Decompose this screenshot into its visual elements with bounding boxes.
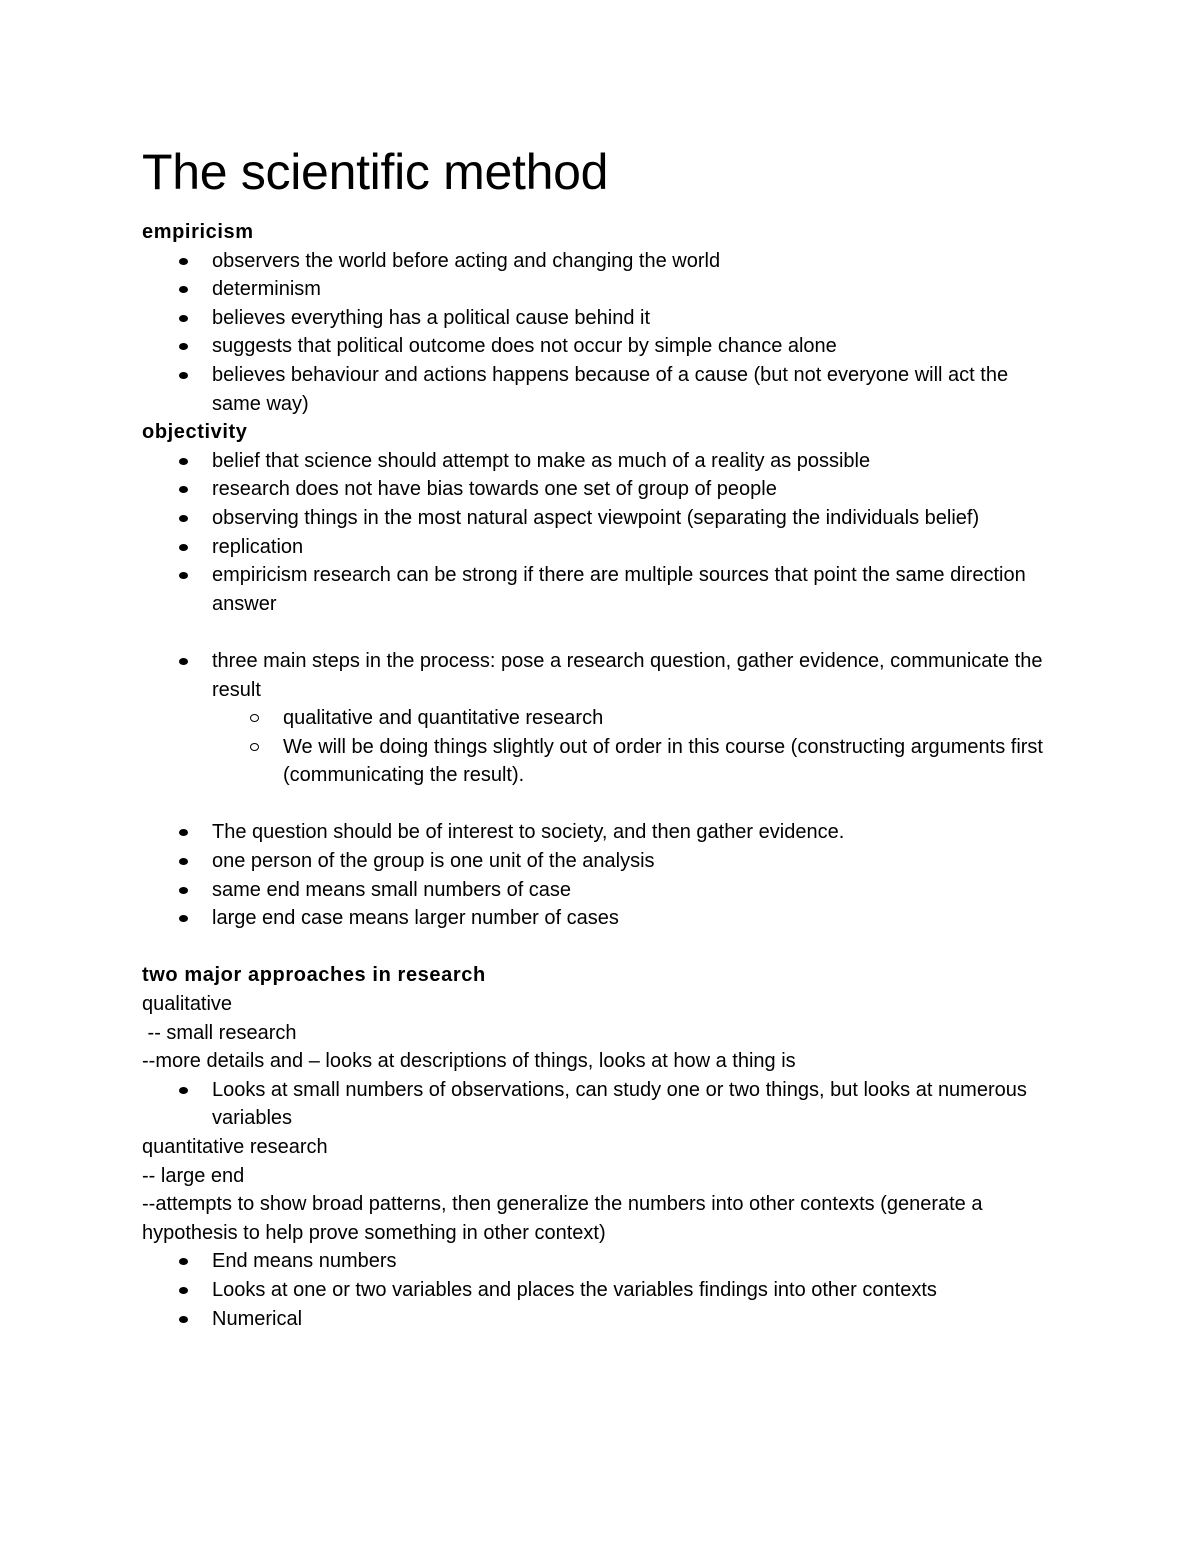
bullet-icon [179,515,188,522]
list-item-text: observers the world before acting and changing the world [212,249,721,272]
bullet-icon [179,286,188,293]
section-heading-objectivity: objectivity [142,421,248,444]
document-page [142,140,1062,1333]
quantitative-label: quantitative research [142,1136,328,1158]
list-item-text: observing things in the most natural aspect viewpoint (separating the individuals belief) [212,506,980,529]
section-heading-empiricism: empiricism [142,221,254,243]
bullet-icon [179,1087,188,1094]
quantitative-list [142,1247,1062,1333]
bullet-icon [179,658,188,665]
steps-list [142,647,1062,790]
list-item [142,1305,1062,1334]
list-item [142,504,1062,533]
list-item [142,1247,1062,1276]
sublist-item [212,704,1062,733]
page-title: The scientific method [142,144,609,200]
list-item [142,876,1062,905]
bullet-icon [179,258,188,265]
list-item [142,447,1062,476]
list-item-text: three main steps in the process: pose a research question, gather evidence, communicate the result [212,649,1043,701]
bullet-icon [179,858,188,865]
bullet-icon [179,1287,188,1294]
list-item-text: End means numbers [212,1250,397,1273]
list-item [142,1076,1062,1133]
bullet-icon [179,572,188,579]
empiricism-list [142,247,1062,419]
bullet-icon [179,458,188,465]
list-item-text: Numerical [212,1307,303,1330]
list-item [142,247,1062,276]
qualitative-line-1: -- small research [142,1021,297,1044]
bullet-icon [179,829,188,836]
list-item [142,361,1062,418]
spacer [142,790,1062,819]
bullet-icon [179,1258,188,1265]
list-item-text: belief that science should attempt to make as much of a reality as possible [212,449,871,472]
section-heading-approaches: two major approaches in research [142,964,486,987]
list-item [142,304,1062,333]
list-item [142,561,1062,618]
list-item-text: suggests that political outcome does not occur by simple chance alone [212,335,837,358]
list-item-text: Looks at one or two variables and places the variables findings into other contexts [212,1278,937,1301]
list-item [142,818,1062,847]
list-item [142,475,1062,504]
spacer [142,618,1062,647]
list-item-text: large end case means larger number of cases [212,907,619,930]
qualitative-label: qualitative [142,993,233,1016]
list-item [142,1276,1062,1305]
qualitative-list [142,1076,1062,1133]
quantitative-line-2: --attempts to show broad patterns, then generalize the numbers into other contexts (generate a hypothesis to help prove something in other context) [142,1193,983,1244]
sublist-item-text: qualitative and quantitative research [283,707,604,730]
bullet-icon [179,343,188,350]
list-item [142,847,1062,876]
quantitative-line-1: -- large end [142,1164,245,1187]
bullet-icon [179,1316,188,1323]
list-item [142,904,1062,933]
list-item [142,332,1062,361]
bullet-icon [179,544,188,551]
steps-sublist [212,704,1062,790]
hollow-bullet-icon [250,743,259,751]
list-item-text: Looks at small numbers of observations, can study one or two things, but looks at numerous variables [212,1078,1027,1130]
list-item-text: determinism [212,278,321,301]
qualitative-line-2: --more details and – looks at descriptions of things, looks at how a thing is [142,1050,796,1073]
hollow-bullet-icon [250,714,259,722]
analysis-list [142,818,1062,932]
sublist-item [212,733,1062,790]
list-item [142,533,1062,562]
list-item-text: research does not have bias towards one set of group of people [212,478,777,501]
list-item-text: believes everything has a political cause behind it [212,306,651,329]
list-item-text: believes behaviour and actions happens because of a cause (but not everyone will act the same way) [212,363,1009,415]
list-item-text: empiricism research can be strong if there are multiple sources that point the same direction answer [212,564,1026,615]
objectivity-list [142,447,1062,619]
bullet-icon [179,486,188,493]
bullet-icon [179,887,188,894]
spacer [142,933,1062,962]
list-item [142,275,1062,304]
sublist-item-text: We will be doing things slightly out of order in this course (constructing arguments first (communicating the result). [283,735,1043,787]
list-item-text: same end means small numbers of case [212,878,572,901]
list-item [142,647,1062,790]
list-item-text: one person of the group is one unit of the analysis [212,850,655,873]
list-item-text: replication [212,535,304,558]
bullet-icon [179,915,188,922]
bullet-icon [179,315,188,322]
list-item-text: The question should be of interest to society, and then gather evidence. [212,821,845,844]
bullet-icon [179,372,188,379]
